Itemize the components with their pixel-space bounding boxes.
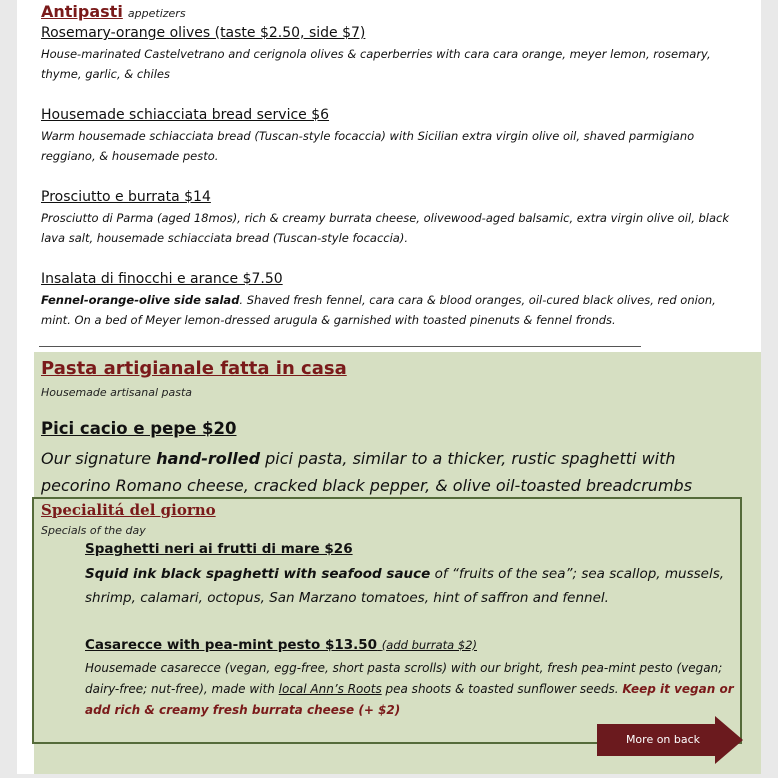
pici-desc-pre: Our signature: [41, 449, 157, 468]
anns-roots-link[interactable]: local Ann’s Roots: [278, 682, 382, 696]
antipasti-title: Antipasti: [41, 2, 123, 21]
special-desc-bold: Squid ink black spaghetti with seafood sauce: [85, 566, 431, 582]
antipasti-item-title: Prosciutto e burrata $14: [41, 189, 211, 205]
menu-page: [17, 0, 761, 774]
pici-desc-bold: hand-rolled: [156, 449, 261, 468]
antipasti-item-desc: [41, 290, 741, 330]
pasta-subtitle: Housemade artisanal pasta: [41, 386, 193, 399]
pici-desc-post: pici pasta, similar to a thicker, rustic spaghetti with pecorino Romano cheese, cracked black pepper, & olive oil-toasted breadcrumbs: [41, 449, 693, 495]
salad-desc-bold: Fennel-orange-olive side salad: [41, 293, 240, 307]
antipasti-item-desc: Prosciutto di Parma (aged 18mos), rich & creamy burrata cheese, olivewood-aged balsamic, extra virgin olive oil, black lava salt, housemade schiacciata bread (Tuscan-style focaccia).: [41, 211, 730, 245]
special-item-title: [85, 637, 477, 653]
casarecce-title: Casarecce with pea-mint pesto $13.50: [85, 637, 378, 653]
special-desc-rest: of “fruits of the sea”; sea scallop, mussels, shrimp, calamari, octopus, San Marzano tomatoes, hint of saffron and fennel.: [85, 566, 725, 606]
pasta-title: Pasta artigianale fatta in casa: [41, 358, 347, 379]
special-item-title: Spaghetti neri ai frutti di mare $26: [85, 541, 353, 557]
pici-title: Pici cacio e pepe $20: [41, 419, 237, 438]
antipasti-item-desc: Warm housemade schiacciata bread (Tuscan-style focaccia) with Sicilian extra virgin olive oil, shaved parmigiano reggiano, & housemade pesto.: [41, 129, 695, 163]
specials-subtitle: Specials of the day: [41, 524, 146, 537]
special-item-desc: [85, 658, 735, 721]
antipasti-subtitle: appetizers: [127, 7, 186, 20]
special-item-desc: [85, 562, 735, 610]
antipasti-item-title: Insalata di finocchi e arance $7.50: [41, 271, 283, 287]
antipasti-item-title: Housemade schiacciata bread service $6: [41, 107, 330, 123]
specials-title: Specialitá del giorno: [41, 501, 216, 519]
pici-desc: [41, 445, 741, 499]
antipasti-header: [41, 2, 186, 21]
section-divider: [39, 346, 641, 347]
antipasti-item-title: Rosemary-orange olives (taste $2.50, side $7): [41, 25, 366, 41]
add-burrata-note: (add burrata $2): [381, 638, 477, 652]
salad-desc-rest: . Shaved fresh fennel, cara cara & blood oranges, oil-cured black olives, red onion, mint. On a bed of Meyer lemon-dressed arugula & garnished with toasted pinenuts & fennel fronds.: [41, 293, 716, 327]
vegan-note: Keep it vegan or add rich & creamy fresh burrata cheese (+ $2): [85, 682, 734, 717]
antipasti-item-desc: House-marinated Castelvetrano and cerignola olives & caperberries with cara cara orange, meyer lemon, rosemary, thyme, garlic, & chiles: [41, 47, 711, 81]
casarecce-desc-mid: pea shoots & toasted sunflower seeds.: [381, 682, 623, 696]
more-on-back-label: More on back: [625, 733, 701, 746]
casarecce-desc-pre: Housemade casarecce (vegan, egg-free, short pasta scrolls) with our bright, fresh pea-mint pesto (vegan; dairy-free; nut-free), made with: [85, 661, 723, 696]
